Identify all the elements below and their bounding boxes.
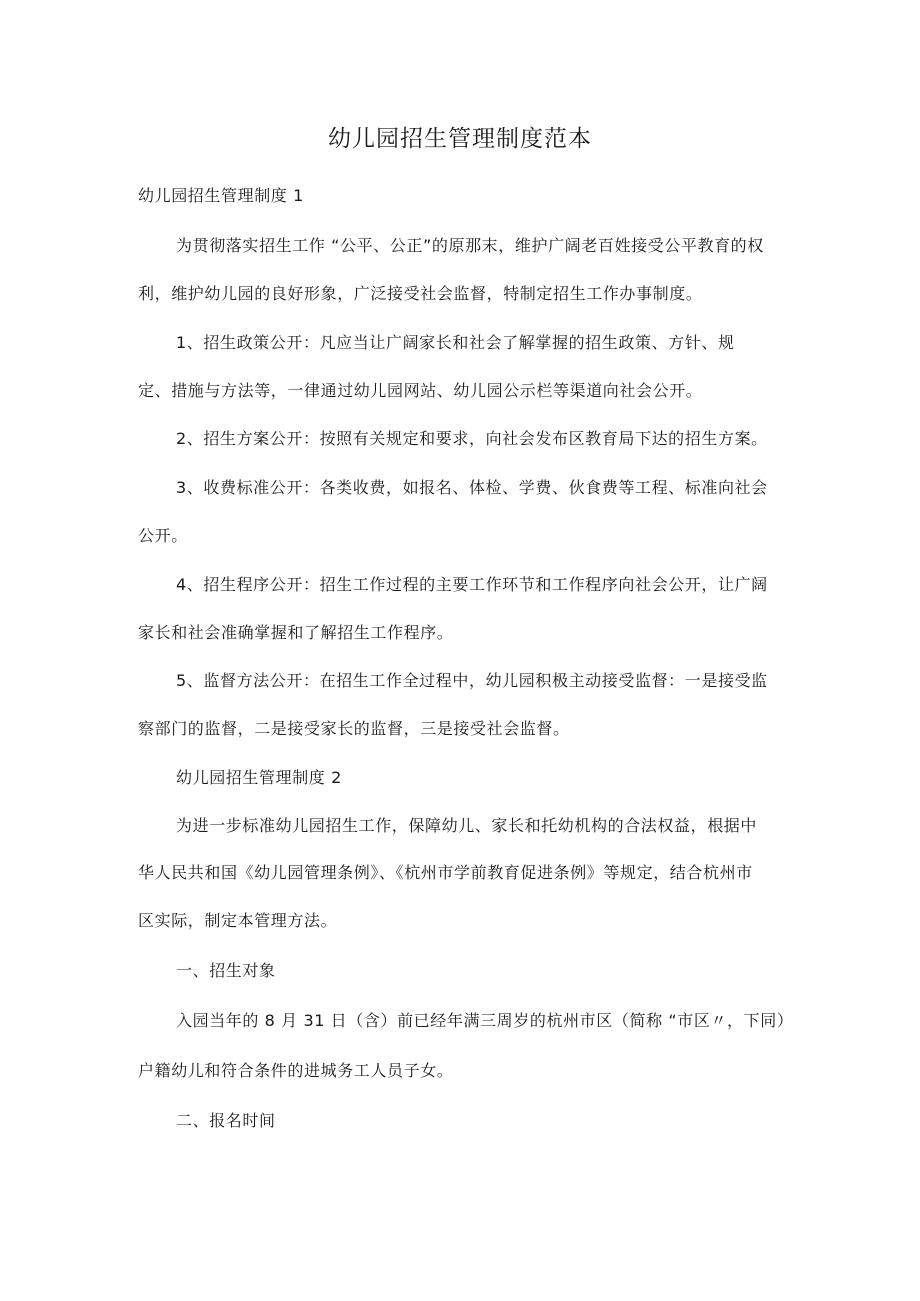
paragraph-line: 区实际，制定本管理方法。 [138,911,338,930]
section-heading-1: 幼儿园招生管理制度 1 [138,186,304,205]
paragraph-line: 为进一步标准幼儿园招生工作，保障幼儿、家长和托幼机构的合法权益，根据中 [176,816,758,835]
paragraph-line: 华人民共和国《幼儿园管理条例》、《杭州市学前教育促进条例》等规定，结合杭州市 [138,863,753,882]
paragraph-line: 利，维护幼儿园的良好形象，广泛接受社会监督，特制定招生工作办事制度。 [138,284,703,303]
paragraph-line: 1、招生政策公开：凡应当让广阔家长和社会了解掌握的招生政策、方针、规 [176,333,735,352]
paragraph-line: 公开。 [138,526,188,545]
paragraph-line: 4、招生程序公开：招生工作过程的主要工作环节和工作程序向社会公开，让广阔 [176,575,768,594]
document-title: 幼儿园招生管理制度范本 [328,126,592,152]
paragraph-line: 家长和社会准确掌握和了解招生工作程序。 [138,623,454,642]
paragraph-line: 为贯彻落实招生工作 “公平、公正”的原那末，维护广阔老百姓接受公平教育的权 [176,236,764,255]
subsection-heading: 一、招生对象 [176,961,276,980]
subsection-heading: 二、报名时间 [176,1111,276,1130]
paragraph-line: 入园当年的 8 月 31 日（含）前已经年满三周岁的杭州市区（简称 “市区〃，下同） [176,1011,794,1030]
paragraph-line: 5、监督方法公开：在招生工作全过程中，幼儿园积极主动接受监督：一是接受监 [176,671,768,690]
section-heading-2: 幼儿园招生管理制度 2 [176,768,342,787]
paragraph-line: 定、措施与方法等，一律通过幼儿园网站、幼儿园公示栏等渠道向社会公开。 [138,381,703,400]
paragraph-line: 户籍幼儿和符合条件的进城务工人员子女。 [138,1061,454,1080]
paragraph-line: 2、招生方案公开：按照有关规定和要求，向社会发布区教育局下达的招生方案。 [176,429,768,448]
paragraph-line: 察部门的监督，二是接受家长的监督，三是接受社会监督。 [138,719,570,738]
paragraph-line: 3、收费标准公开：各类收费，如报名、体检、学费、伙食费等工程、标准向社会 [176,478,768,497]
